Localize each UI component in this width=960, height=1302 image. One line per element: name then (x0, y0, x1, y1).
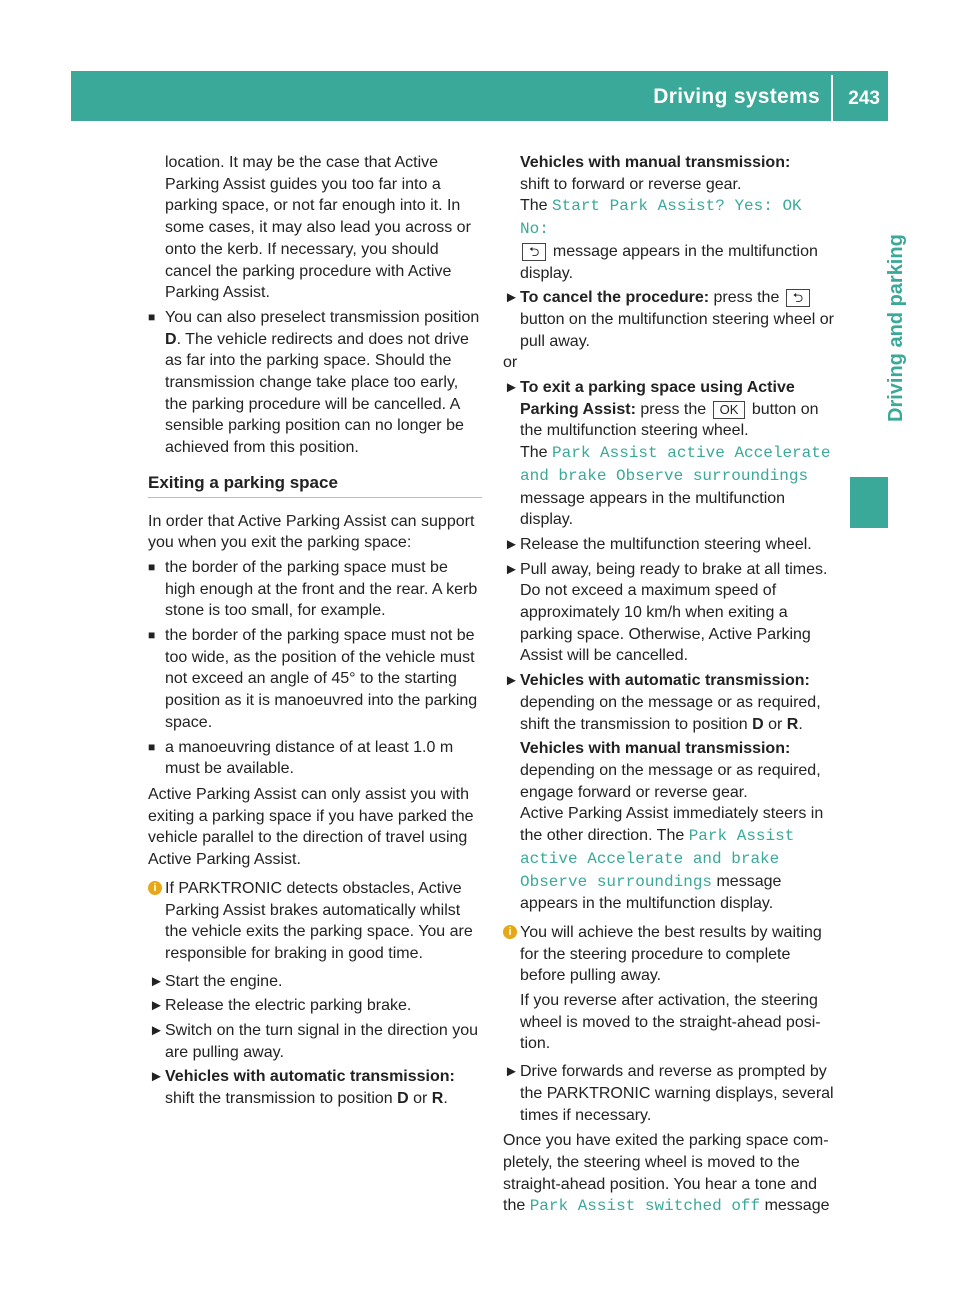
display-message: Park Assist active Accelerate (552, 444, 831, 463)
step-item: ► Start the engine. (148, 971, 482, 993)
bullet-item: ■ the border of the parking space must not be too wide, as the position of the vehicle must not exceed an angle of 45° to the starting position as it is manoeuvred into the parking space. (148, 627, 478, 731)
header-divider (831, 75, 833, 121)
paragraph: Once you have exited the parking space completely, the steering wheel is moved to the straight-ahead position. You hear a tone and the Park Assist switched off message (503, 1132, 830, 1216)
section-heading: Exiting a parking space (148, 472, 482, 498)
side-tab-marker (850, 477, 888, 528)
bullet-marker: ■ (148, 309, 156, 324)
step-arrow-icon: ► (504, 379, 519, 397)
side-section-label: Driving and parking (885, 234, 907, 422)
step-item: ► Switch on the turn signal in the direction you are pulling away. (149, 1022, 479, 1061)
display-message: active Accelerate and brake (520, 849, 780, 868)
left-column (148, 152, 482, 1110)
paragraph: Active Parking Assist can only assist you with exiting a parking space if you have parked the vehicle parallel to the direction of travel using Active Parking Assist. (148, 785, 474, 869)
display-message: Park Assist (688, 827, 795, 846)
bullet-marker: ■ (148, 628, 156, 643)
step-item: ► To cancel the procedure: press the ⮌ button on the multifunction steering wheel or pull away. (504, 289, 834, 350)
step-arrow-icon: ► (149, 997, 164, 1015)
back-icon: ⮌ (522, 243, 546, 261)
step-item: ► Release the multifunction steering wheel. (503, 534, 835, 556)
display-message: Start Park Assist? Yes: OK No: (520, 197, 802, 239)
bullet-item: ■ a manoeuvring distance of at least 1.0 m must be available. (148, 738, 454, 778)
display-message: Observe surroundings (520, 872, 713, 891)
step-arrow-icon: ► (504, 672, 519, 690)
display-message: Park Assist switched off (529, 1197, 761, 1216)
step-item: ► Drive forwards and reverse as prompted by the PARKTRONIC warning displays, several times if necessary. (504, 1063, 834, 1124)
step-item: ► To exit a parking space using Active Parking Assist: press the OK button on the multifunction steering wheel. The Park Assist active Accelerate and brake Observe surroundings message appears in the multifunction display. (504, 379, 831, 529)
step-arrow-icon: ► (504, 1063, 519, 1081)
step-arrow-icon: ► (149, 1068, 164, 1086)
right-column (503, 152, 835, 1218)
step-arrow-icon: ► (149, 972, 164, 990)
chapter-title: Driving systems (653, 85, 820, 108)
bullet-item: ■ You can also preselect transmission position D. The vehicle redirects and does not drive as far into the parking space. Should the transmission change take place too early, the parking procedure will be cancelled. A sensible parking position can no longer be achieved from this position. (148, 308, 480, 457)
bullet-marker: ■ (148, 559, 156, 574)
info-icon: i (503, 925, 517, 939)
header-bar (71, 71, 888, 121)
info-note: i You will achieve the best results by waiting for the steering procedure to complete before pulling away. If you reverse after activation, the steering wheel is moved to the straight-ahead position. (503, 922, 835, 1055)
step-item: ► Vehicles with automatic transmission: depending on the message or as required, shift the transmission to position D or R. Vehicles with manual transmission: depending on the message or as required, engage forward or reverse gear. Active Parking Assist immediately steers in the other direction. The Park Assist active Accelerate and brake Observe surroundings message appears in the multifunction display. (504, 672, 824, 913)
page-number: 243 (848, 88, 880, 109)
or-text: or (503, 354, 518, 372)
info-icon: i (148, 881, 162, 895)
info-note: i If PARKTRONIC detects obstacles, Active Parking Assist brakes automatically whilst the vehicle exits the parking space. You are responsible for braking in good time. (148, 878, 482, 965)
paragraph: In order that Active Parking Assist can support you when you exit the parking space: (148, 512, 475, 552)
step-item: ► Release the electric parking brake. (148, 995, 482, 1017)
bullet-item: ■ the border of the parking space must be high enough at the front and the rear. A kerb stone is too small, for example. (148, 558, 478, 620)
step-arrow-icon: ► (504, 560, 519, 578)
step-arrow-icon: ► (504, 289, 519, 307)
ok-button-icon: OK (713, 401, 746, 419)
step-item: ► Pull away, being ready to brake at all times. Do not exceed a maximum speed of approximately 10 km/h when exiting a parking space. Otherwise, Active Parking Assist will be cancelled. (504, 560, 828, 665)
back-icon: ⮌ (786, 289, 810, 307)
bullet-marker: ■ (148, 739, 156, 754)
step-arrow-icon: ► (504, 535, 519, 553)
display-message: and brake Observe surroundings (520, 466, 809, 485)
step-arrow-icon: ► (149, 1022, 164, 1040)
step-item: ► Vehicles with automatic transmission: shift the transmission to position D or R. (149, 1068, 455, 1108)
manual-transmission-block: Vehicles with manual transmission: shift to forward or reverse gear. The Start Park Assist? Yes: OK No: ⮌ message appears in the multifunction display. (520, 154, 818, 282)
paragraph: location. It may be the case that Active Parking Assist guides you too far into a parking space, or not far enough into it. In some cases, it may also lead you across or onto the kerb. If necessary, you should cancel the parking procedure with Active Parking Assist. (165, 154, 471, 302)
